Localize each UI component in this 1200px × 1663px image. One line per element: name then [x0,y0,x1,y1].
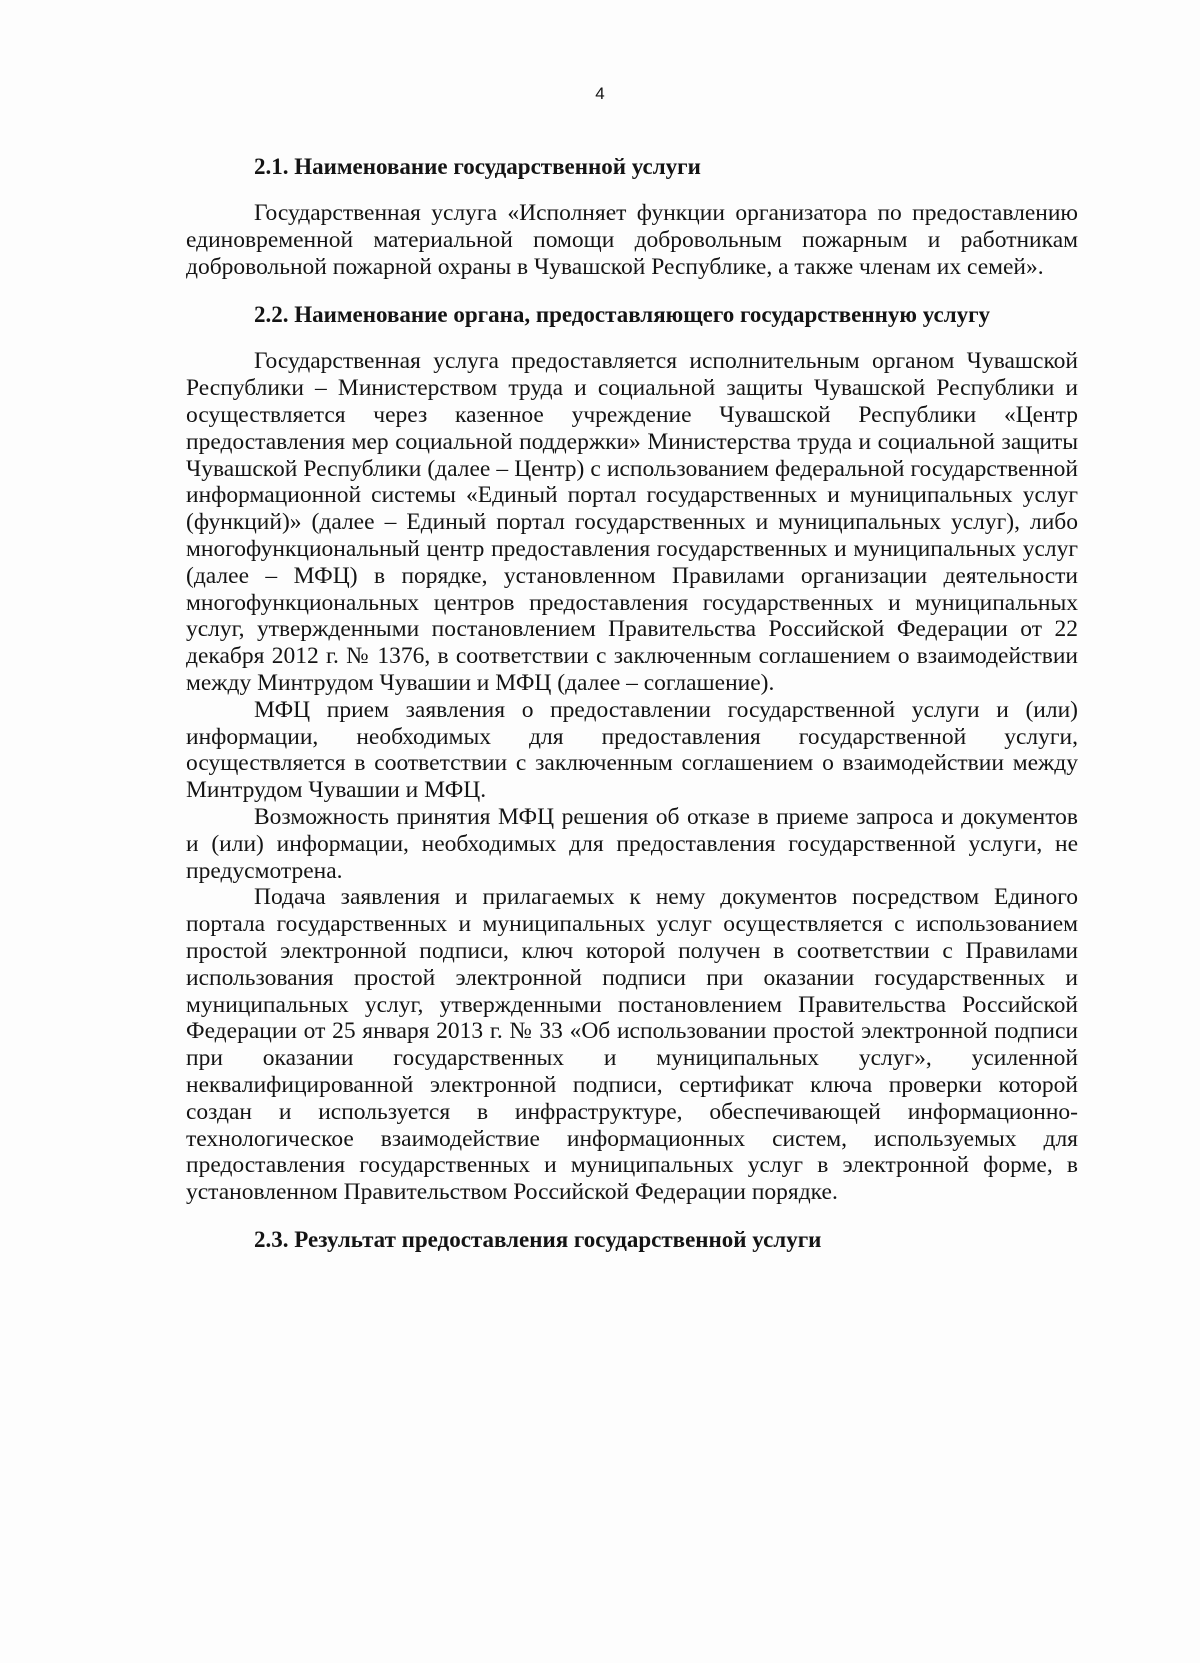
paragraph-mfc-refusal: Возможность принятия МФЦ решения об отказе в приеме запроса и документов и (или) информации, необходимых для предоставления государственной услуги, не предусмотрена. [186,803,1078,884]
page-number: 4 [595,84,605,103]
paragraph-service-name: Государственная услуга «Исполняет функции организатора по предоставлению единовременной материальной помощи добровольным пожарным и работникам добровольной пожарной охраны в Чувашской Республике, а также членам их семей». [186,200,1078,280]
section-heading-2-2: 2.2. Наименование органа, предоставляющего государственную услугу [254,302,991,328]
paragraph-electronic-signature: Подача заявления и прилагаемых к нему документов посредством Единого портала государственных и муниципальных услуг осуществляется с использованием простой электронной подписи, ключ которой получен в соответствии с Правилами использования простой электронной подписи при оказании государственных и муниципальных услуг, утвержденными постановлением Правительства Российской Федерации от 25 января 2013 г. № 33 «Об использовании простой электронной подписи при оказании государственных и муниципальных услуг», усиленной неквалифицированной электронной подписи, сертификат ключа проверки которой создан и используется в инфраструктуре, обеспечивающей информационно-технологическое взаимодействие информационных систем, используемых для предоставления государственных и муниципальных услуг в электронной форме, в установленном Правительством Российской Федерации порядке. [186,884,1078,1206]
document-body [186,152,1078,1255]
paragraph-mfc-reception: МФЦ прием заявления о предоставлении государственной услуги и (или) информации, необходимых для предоставления государственной услуги, осуществляется в соответствии с заключенным соглашением о взаимодействии между Минтрудом Чувашии и МФЦ. [186,696,1078,804]
section-heading-2-3: 2.3. Результат предоставления государственной услуги [254,1226,822,1252]
section-heading-2-1: 2.1. Наименование государственной услуги [254,154,701,179]
paragraph-providing-body: Государственная услуга предоставляется исполнительным органом Чувашской Республики – Министерством труда и социальной защиты Чувашской Республики и осуществляется через казенное учреждение Чувашской Республики «Центр предоставления мер социальной поддержки» Министерства труда и социальной защиты Чувашской Республики (далее – Центр) с использованием федеральной государственной информационной системы «Единый портал государственных и муниципальных услуг (функций)» (далее – Единый портал государственных и муниципальных услуг), либо многофункциональный центр предоставления государственных и муниципальных услуг (далее – МФЦ) в порядке, установленном Правилами организации деятельности многофункциональных центров предоставления государственных и муниципальных услуг, утвержденными постановлением Правительства Российской Федерации от 22 декабря 2012 г. № 1376, в соответствии с заключенным соглашением о взаимодействии между Минтрудом Чувашии и МФЦ (далее – соглашение). [186,348,1078,696]
